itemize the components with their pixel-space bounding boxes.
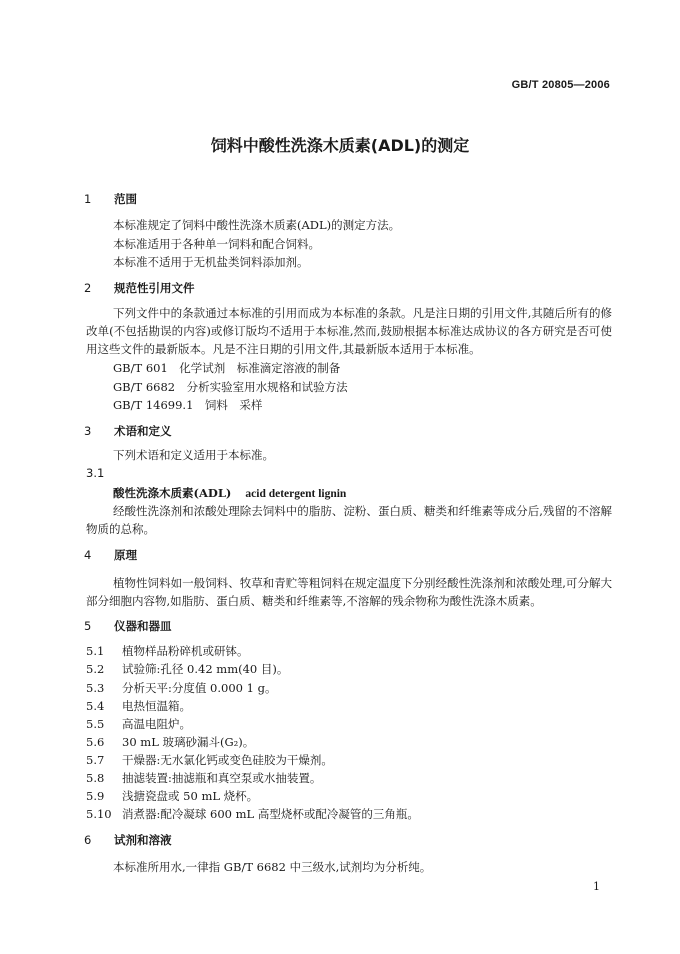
term-definition: 经酸性洗涤剂和浓酸处理除去饲料中的脂肪、淀粉、蛋白质、糖类和纤维素等成分后,残留的不溶解物质的总称。 bbox=[86, 504, 612, 536]
term-number: 3.1 bbox=[86, 466, 105, 480]
term-english: acid detergent lignin bbox=[245, 488, 347, 500]
paragraph: 本标准规定了饲料中酸性洗涤木质素(ADL)的测定方法。 bbox=[113, 218, 401, 232]
section-1-heading bbox=[84, 191, 137, 207]
item-text: 分析天平:分度值 0.000 1 g。 bbox=[122, 681, 277, 695]
paragraph: 下列术语和定义适用于本标准。 bbox=[113, 448, 274, 462]
list-item bbox=[86, 788, 258, 804]
section-number: 5 bbox=[84, 619, 92, 633]
item-number: 5.4 bbox=[86, 699, 105, 713]
list-item bbox=[86, 770, 321, 786]
list-item bbox=[86, 752, 333, 768]
list-item bbox=[86, 734, 254, 750]
item-number: 5.2 bbox=[86, 662, 105, 676]
paragraph: 植物性饲料如一般饲料、牧草和青贮等粗饲料在规定温度下分别经酸性洗涤剂和浓酸处理,可分解大部分细胞内容物,如脂肪、蛋白质、糖类和纤维素等,不溶解的残余物称为酸性洗涤木质素。 bbox=[86, 576, 612, 608]
reference-item: GB/T 601 化学试剂 标准滴定溶液的制备 bbox=[113, 361, 341, 375]
item-number: 5.8 bbox=[86, 771, 105, 785]
section-number: 2 bbox=[84, 281, 92, 295]
item-number: 5.10 bbox=[86, 807, 112, 821]
item-text: 消煮器:配冷凝球 600 mL 高型烧杯或配冷凝管的三角瓶。 bbox=[122, 807, 419, 821]
section-title: 术语和定义 bbox=[114, 424, 172, 438]
item-text: 植物样品粉碎机或研钵。 bbox=[122, 644, 249, 658]
item-number: 5.3 bbox=[86, 681, 105, 695]
section-title: 试剂和溶液 bbox=[114, 833, 172, 847]
section-title: 仪器和器皿 bbox=[114, 619, 172, 633]
term-entry bbox=[113, 485, 346, 501]
section-4-heading bbox=[84, 547, 137, 563]
item-number: 5.1 bbox=[86, 644, 105, 658]
section-3-heading bbox=[84, 423, 172, 439]
item-text: 抽滤装置:抽滤瓶和真空泵或水抽装置。 bbox=[122, 771, 322, 785]
section-number: 1 bbox=[84, 192, 92, 206]
section-5-heading bbox=[84, 618, 172, 634]
reference-item: GB/T 6682 分析实验室用水规格和试验方法 bbox=[113, 380, 348, 394]
section-title: 范围 bbox=[114, 192, 137, 206]
document-title: 饲料中酸性洗涤木质素(ADL)的测定 bbox=[210, 136, 470, 155]
page-number: 1 bbox=[593, 880, 600, 893]
item-number: 5.7 bbox=[86, 753, 105, 767]
section-title: 规范性引用文件 bbox=[114, 281, 195, 295]
paragraph: 本标准不适用于无机盐类饲料添加剂。 bbox=[113, 255, 309, 269]
item-number: 5.5 bbox=[86, 717, 105, 731]
section-number: 3 bbox=[84, 424, 92, 438]
reference-item: GB/T 14699.1 饲料 采样 bbox=[113, 398, 263, 412]
section-title: 原理 bbox=[114, 548, 137, 562]
list-item bbox=[86, 716, 191, 732]
paragraph: 本标准适用于各种单一饲料和配合饲料。 bbox=[113, 237, 320, 251]
item-text: 试验筛:孔径 0.42 mm(40 目)。 bbox=[122, 662, 289, 676]
item-text: 浅搪瓷盘或 50 mL 烧杯。 bbox=[122, 789, 259, 803]
item-text: 电热恒温箱。 bbox=[122, 699, 191, 713]
list-item bbox=[86, 806, 419, 822]
list-item bbox=[86, 643, 249, 659]
section-number: 6 bbox=[84, 833, 92, 847]
item-number: 5.6 bbox=[86, 735, 105, 749]
section-2-heading bbox=[84, 280, 195, 296]
standard-number: GB/T 20805—2006 bbox=[511, 79, 610, 91]
list-item bbox=[86, 661, 288, 677]
term-chinese: 酸性洗涤木质素(ADL) bbox=[113, 486, 232, 500]
paragraph: 下列文件中的条款通过本标准的引用而成为本标准的条款。凡是注日期的引用文件,其随后所有的修改单(不包括勘误的内容)或修订版均不适用于本标准,然而,鼓励根据本标准达成协议的各方研究是否可使用这些文件的最新版本。凡是不注日期的引用文件,其最新版本适用于本标准。 bbox=[86, 306, 612, 356]
list-item bbox=[86, 680, 276, 696]
list-item bbox=[86, 698, 191, 714]
section-6-heading bbox=[84, 832, 172, 848]
item-text: 30 mL 玻璃砂漏斗(G₂)。 bbox=[122, 735, 255, 749]
item-number: 5.9 bbox=[86, 789, 105, 803]
item-text: 干燥器:无水氯化钙或变色硅胶为干燥剂。 bbox=[122, 753, 333, 767]
item-text: 高温电阻炉。 bbox=[122, 717, 191, 731]
section-number: 4 bbox=[84, 548, 92, 562]
paragraph: 本标准所用水,一律指 GB/T 6682 中三级水,试剂均为分析纯。 bbox=[113, 860, 432, 874]
